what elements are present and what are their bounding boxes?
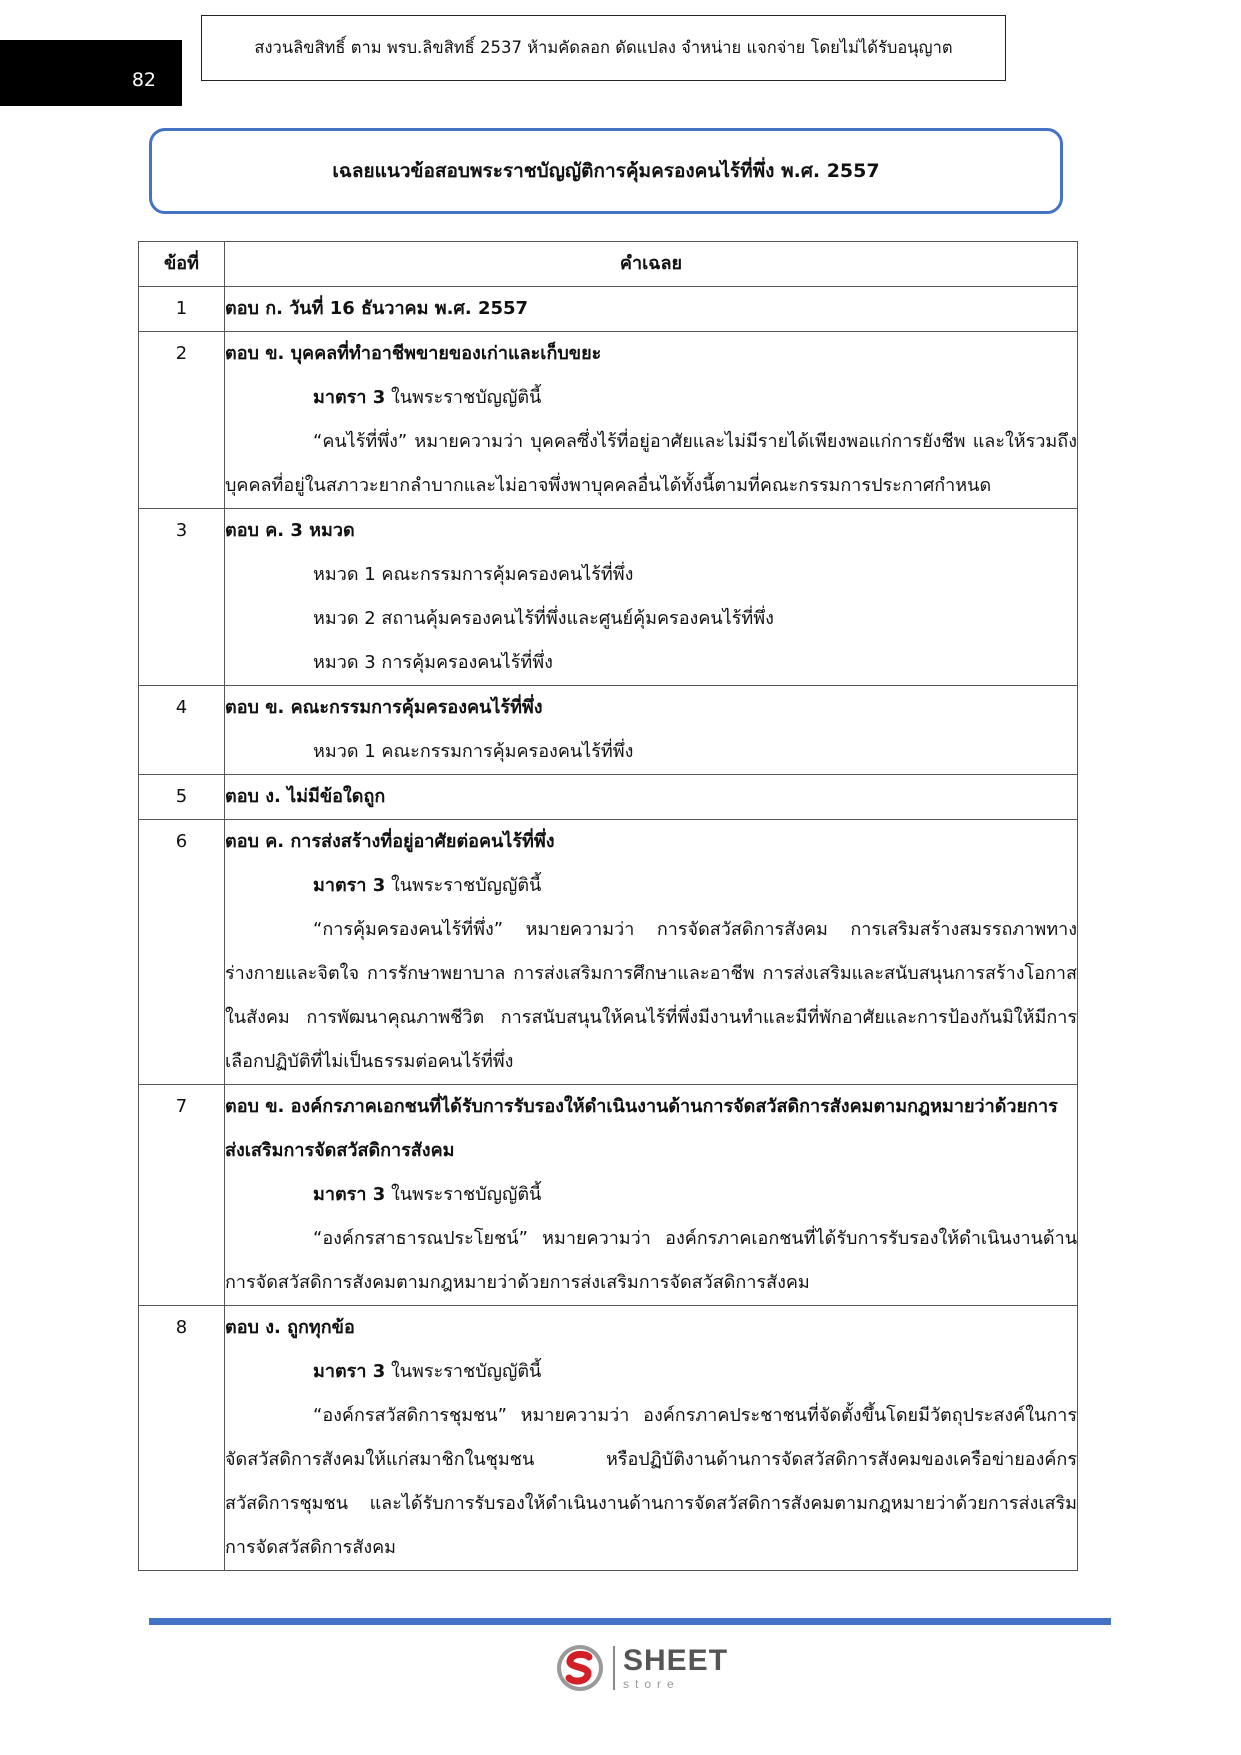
logo-sub: store: [623, 1677, 680, 1691]
answer-text: ตอบ ข. องค์กรภาคเอกชนที่ได้รับการรับรองให้ดำเนินงานด้านการจัดสวัสดิการสังคมตามกฎหมายว่าด้วยการส่งเสริมการจัดสวัสดิการสังคม: [225, 1096, 1058, 1161]
section-tail: ในพระราชบัญญัตินี้: [385, 1184, 542, 1205]
answer-cell: [225, 1306, 1078, 1571]
answer-cell: [225, 332, 1078, 509]
answer-text: ตอบ ข. บุคคลที่ทำอาชีพขายของเก่าและเก็บขยะ: [225, 343, 602, 364]
section-heading: มาตรา 3: [313, 387, 386, 408]
section-reference: [225, 376, 1077, 420]
logo-brand: SHEET: [623, 1644, 729, 1677]
logo-separator: [613, 1646, 615, 1690]
footer-divider: [149, 1618, 1111, 1625]
section-tail: ในพระราชบัญญัตินี้: [385, 1361, 542, 1382]
copyright-notice: สงวนลิขสิทธิ์ ตาม พรบ.ลิขสิทธิ์ 2537 ห้ามคัดลอก ดัดแปลง จำหน่าย แจกจ่าย โดยไม่ได้รับอนุญาต: [201, 15, 1006, 81]
answer-cell: [225, 686, 1078, 775]
header-answer: คำเฉลย: [225, 242, 1078, 287]
answer-cell: [225, 287, 1078, 332]
section-tail: ในพระราชบัญญัตินี้: [385, 875, 542, 896]
answer-cell: [225, 775, 1078, 820]
answer-text: ตอบ ค. 3 หมวด: [225, 520, 355, 541]
chapter-item: หมวด 3 การคุ้มครองคนไร้ที่พึ่ง: [313, 652, 553, 673]
section-reference: [225, 1173, 1077, 1217]
table-row: [139, 332, 1078, 509]
question-number: 1: [139, 287, 225, 332]
table-row: [139, 1085, 1078, 1306]
section-heading: มาตรา 3: [313, 1361, 386, 1382]
section-heading: มาตรา 3: [313, 875, 386, 896]
answer-cell: [225, 1085, 1078, 1306]
table-row: [139, 686, 1078, 775]
definition-text: “องค์กรสวัสดิการชุมชน” หมายความว่า องค์กรภาคประชาชนที่จัดตั้งขึ้นโดยมีวัตถุประสงค์ในการจัดสวัสดิการสังคมให้แก่สมาชิกในชุมชน หรือปฏิบัติงานด้านการจัดสวัสดิการสังคมของเครือข่ายองค์กรสวัสดิการชุมชน และได้รับการรับรองให้ดำเนินงานด้านการจัดสวัสดิการสังคมตามกฎหมายว่าด้วยการส่งเสริมการจัดสวัสดิการสังคม: [225, 1405, 1077, 1558]
question-number: 5: [139, 775, 225, 820]
table-header-row: [139, 242, 1078, 287]
answer-text: ตอบ ง. ไม่มีข้อใดถูก: [225, 786, 386, 807]
section-tail: ในพระราชบัญญัตินี้: [385, 387, 542, 408]
answer-text: ตอบ ค. การส่งสร้างที่อยู่อาศัยต่อคนไร้ที่พึ่ง: [225, 831, 555, 852]
definition-text: “องค์กรสาธารณประโยชน์” หมายความว่า องค์กรภาคเอกชนที่ได้รับการรับรองให้ดำเนินงานด้านการจัดสวัสดิการสังคมตามกฎหมายว่าด้วยการส่งเสริมการจัดสวัสดิการสังคม: [225, 1228, 1077, 1293]
question-number: 6: [139, 820, 225, 1085]
question-number: 4: [139, 686, 225, 775]
chapter-item: หมวด 1 คณะกรรมการคุ้มครองคนไร้ที่พึ่ง: [313, 741, 634, 762]
answer-cell: [225, 820, 1078, 1085]
page-title: เฉลยแนวข้อสอบพระราชบัญญัติการคุ้มครองคนไร้ที่พึ่ง พ.ศ. 2557: [149, 128, 1063, 214]
answer-text: ตอบ ข. คณะกรรมการคุ้มครองคนไร้ที่พึ่ง: [225, 697, 543, 718]
table-row: [139, 820, 1078, 1085]
answer-cell: [225, 509, 1078, 686]
table-row: [139, 287, 1078, 332]
sheet-store-logo: [555, 1642, 728, 1694]
question-number: 8: [139, 1306, 225, 1571]
answer-text: ตอบ ง. ถูกทุกข้อ: [225, 1317, 355, 1338]
header-number: ข้อที่: [139, 242, 225, 287]
section-reference: [225, 1350, 1077, 1394]
answer-text: ตอบ ก. วันที่ 16 ธันวาคม พ.ศ. 2557: [225, 298, 529, 319]
page-number: 82: [0, 40, 182, 106]
table-row: [139, 509, 1078, 686]
sheet-store-mark-icon: [555, 1643, 605, 1693]
definition-text: “คนไร้ที่พึ่ง” หมายความว่า บุคคลซึ่งไร้ที่อยู่อาศัยและไม่มีรายได้เพียงพอแก่การยังชีพ และให้รวมถึงบุคคลที่อยู่ในสภาวะยากลำบากและไม่อาจพึ่งพาบุคคลอื่นได้ทั้งนี้ตามที่คณะกรรมการประกาศกำหนด: [225, 431, 1077, 496]
definition-text: “การคุ้มครองคนไร้ที่พึ่ง” หมายความว่า การจัดสวัสดิการสังคม การเสริมสร้างสมรรถภาพทางร่างกายและจิตใจ การรักษาพยาบาล การส่งเสริมการศึกษาและอาชีพ การส่งเสริมและสนับสนุนการสร้างโอกาสในสังคม การพัฒนาคุณภาพชีวิต การสนับสนุนให้คนไร้ที่พึ่งมีงานทำและมีที่พักอาศัยและการป้องกันมิให้มีการเลือกปฏิบัติที่ไม่เป็นธรรมต่อคนไร้ที่พึ่ง: [225, 919, 1077, 1072]
section-heading: มาตรา 3: [313, 1184, 386, 1205]
question-number: 3: [139, 509, 225, 686]
table-row: [139, 1306, 1078, 1571]
chapter-item: หมวด 1 คณะกรรมการคุ้มครองคนไร้ที่พึ่ง: [313, 564, 634, 585]
question-number: 7: [139, 1085, 225, 1306]
section-reference: [225, 864, 1077, 908]
table-row: [139, 775, 1078, 820]
answer-table: [138, 241, 1078, 1571]
chapter-item: หมวด 2 สถานคุ้มครองคนไร้ที่พึ่งและศูนย์คุ้มครองคนไร้ที่พึ่ง: [313, 608, 774, 629]
question-number: 2: [139, 332, 225, 509]
